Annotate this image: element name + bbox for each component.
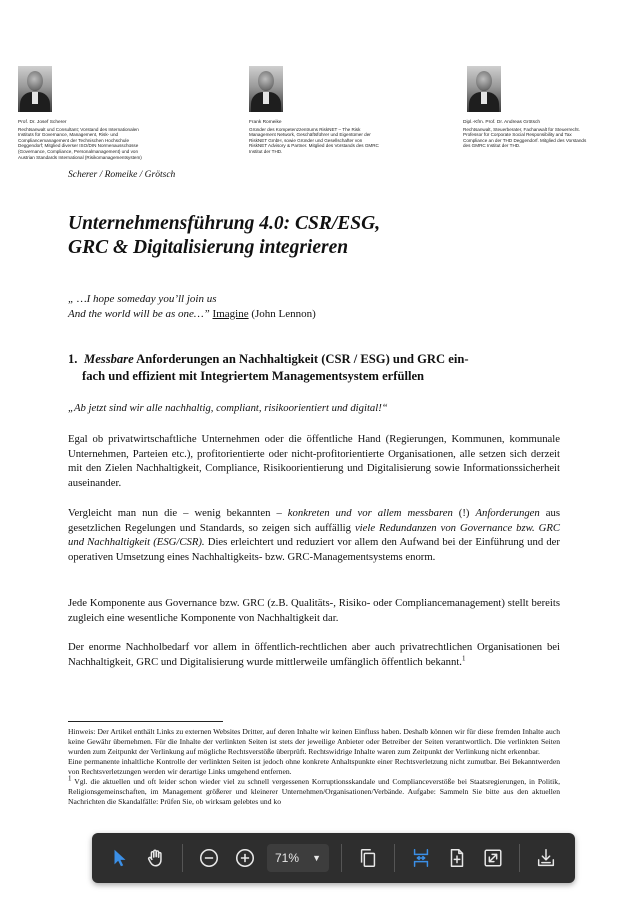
footnote-number: 1 bbox=[68, 774, 72, 783]
author-name: Dipl.-Kfm. Prof. Dr. Andreas Grötsch bbox=[463, 120, 541, 125]
select-arrow-icon[interactable] bbox=[105, 843, 135, 873]
p2-text-e: aus gesetzlichen Regelungen und Standards, so zeigen sich auffällig bbox=[68, 507, 560, 534]
footnote-divider bbox=[68, 721, 223, 722]
paragraph-3: Jede Komponente aus Governance bzw. GRC (z.B. Qualitäts-, Risiko- oder Compliancemanagement) stellt bereits zugleich eine wesentliche Komponente von Nachhaltigkeit dar. bbox=[68, 597, 560, 624]
p2-emph-b: konkreten und vor allem messbaren bbox=[287, 507, 453, 519]
quote-attribution: (John Lennon) bbox=[248, 307, 316, 320]
hand-pan-icon[interactable] bbox=[141, 843, 171, 873]
author-description: Gründer des Kompetenzzentrums RiskNET – The Risk Management Network, Geschäftsführer und Eigentümer der RiskNET GmbH, sowie Gründer und Gesellschafter von RiskNET Advisory & Partner. Mitglied des Vorstands des GMRC Institut der THD. bbox=[249, 126, 379, 154]
section-heading bbox=[68, 351, 562, 385]
quote-line-2: And the world will be as one…” bbox=[68, 307, 210, 320]
footnote-ref-1[interactable]: 1 bbox=[461, 653, 466, 662]
fullscreen-icon[interactable] bbox=[478, 843, 508, 873]
zoom-level-select[interactable] bbox=[267, 844, 329, 872]
zoom-level-value: 71% bbox=[275, 851, 300, 865]
title-line-1: Unternehmensführung 4.0: CSR/ESG, bbox=[68, 213, 381, 234]
imagine-link[interactable]: Imagine bbox=[212, 307, 249, 320]
pdf-viewer-toolbar bbox=[92, 833, 575, 883]
p2-text-g: Dies erleichtert und reduziert vor allem den Aufwand bei der Einführung und der operativen Umsetzung eines Nachhaltigkeits- bzw. GRC-Managementsystems enorm. bbox=[68, 536, 560, 563]
footnote-1-text: Vgl. die aktuellen und oft leider schon wieder viel zu schnell vergessenen Korruptionsskandale und Complianceverstöße bei Staatsregierungen, in Politik, Religionsgemeinschaften, im Management größerer und kleinerer Unternehmen/Organisationen/Verbände. Aufgabe: Sammeln Sie bitte aus den aktuellen Nachrichten die Skandalfälle: Prüfen Sie, ob wirksam gelebtes und ko bbox=[68, 777, 560, 806]
link-disclaimer: Hinweis: Der Artikel enthält Links zu externen Websites Dritter, auf deren Inhalte wir keinen Einfluss haben. Deshalb können wir für diese fremden Inhalte auch keine Gewähr übernehmen. Für die Inhalte der verlinkten Seiten ist stets der jeweilige Anbieter oder Betreiber der Seiten verantwortlich. Die verlinkten Seiten wurden zum Zeitpunkt der Verlinkung auf mögliche Rechtsverstöße überprüft. Rechtswidrige Inhalte waren zum Zeitpunkt der Verlinkung nicht erkennbar. bbox=[68, 727, 560, 756]
section-text-2: fach und effizient mit Integriertem Managementsystem erfüllen bbox=[82, 369, 425, 383]
section-emph: Messbare bbox=[84, 352, 134, 366]
lead-quote: „Ab jetzt sind wir alle nachhaltig, compliant, risikoorientiert und digital!“ bbox=[68, 402, 388, 414]
p2-emph-d: Anforderungen bbox=[475, 507, 540, 519]
toolbar-separator bbox=[182, 844, 183, 872]
p4-text: Der enorme Nachholbedarf vor allem in öffentlich-rechtlichen aber auch privatrechtlichen Organisationen bei Nachhaltigkeit, GRC und Digitalisierung wurde mittlerweile umfänglich öffentlich bekannt. bbox=[68, 641, 560, 668]
paragraph-1: Egal ob privatwirtschaftliche Unternehmen oder die öffentliche Hand (Regierungen, Kommunen, kommunale Unternehmen, Parteien etc.), profitorientierte oder nicht-profitorientierte Organisationen, alle setzen sich derzeit mit den Zielen Nachhaltigkeit, Compliance, Risikoorientierung und Digitalisierung sowie Informationssicherheit auseinander. bbox=[68, 433, 560, 489]
p2-emph-f: viele Redundanzen von Governance bzw. GRC und Nachhaltigkeit (ESG/CSR). bbox=[68, 521, 560, 548]
footnote-1 bbox=[68, 774, 560, 807]
section-text-1: Anforderungen an Nachhaltigkeit (CSR / ESG) und GRC ein- bbox=[133, 352, 469, 366]
author-photo bbox=[467, 66, 501, 112]
paragraph-2 bbox=[68, 506, 560, 564]
author-description: Rechtsanwalt und Consultant; Vorstand des Internationalen Instituts für Governance, Management, Risk- und Compliancemanagement der Technischen Hochschule Deggendorf; Mitglied diverser ISO/DIN Normenausschüsse (Governance, Compliance, Personalmanagement) und von Austrian Standards International (Risikomanagementsystem) bbox=[18, 126, 142, 160]
download-icon[interactable] bbox=[531, 843, 561, 873]
author-photo bbox=[18, 66, 52, 112]
author-block-scherer bbox=[18, 66, 150, 160]
epigraph-quote bbox=[68, 292, 316, 321]
p2-text-c: (!) bbox=[452, 507, 476, 519]
zoom-in-icon[interactable] bbox=[230, 843, 260, 873]
author-photo bbox=[249, 66, 283, 112]
toolbar-separator bbox=[341, 844, 342, 872]
title-line-2: GRC & Digitalisierung integrieren bbox=[68, 237, 349, 258]
author-block-groetsch bbox=[463, 66, 591, 149]
link-disclaimer-2: Eine permanente inhaltliche Kontrolle der verlinkten Seiten ist jedoch ohne konkrete Anhaltspunkte einer Rechtsverletzung nicht zumutbar. Bei Bekanntwerden von Rechtsverletzungen werden wir derartige Links umgehend entfernen. bbox=[68, 757, 560, 776]
author-name: Frank Romeike bbox=[249, 120, 282, 125]
zoom-out-icon[interactable] bbox=[194, 843, 224, 873]
zoom-dropdown-icon: ▼ bbox=[312, 853, 321, 863]
author-name: Prof. Dr. Josef Scherer bbox=[18, 120, 67, 125]
p2-text-a: Vergleicht man nun die – wenig bekannten – bbox=[68, 507, 288, 519]
footnotes bbox=[68, 727, 560, 807]
author-block-romeike bbox=[249, 66, 381, 155]
toolbar-separator bbox=[394, 844, 395, 872]
copy-pages-icon[interactable] bbox=[353, 843, 383, 873]
section-number: 1. bbox=[68, 352, 78, 366]
authors-line: Scherer / Romeike / Grötsch bbox=[68, 170, 176, 180]
fit-width-icon[interactable] bbox=[406, 843, 436, 873]
paragraph-4 bbox=[68, 640, 560, 669]
author-description: Rechtsanwalt, Steuerberater, Fachanwalt für Steuerrecht. Professor für Corporate Social Responsibility and Tax Compliance an der THD Deggendorf. Mitglied des Vorstands des GMRC Institut der THD. bbox=[463, 126, 587, 149]
quote-line-1: „ …I hope someday you’ll join us bbox=[68, 293, 217, 305]
fit-page-icon[interactable] bbox=[442, 843, 472, 873]
toolbar-separator bbox=[519, 844, 520, 872]
document-title bbox=[68, 212, 568, 260]
